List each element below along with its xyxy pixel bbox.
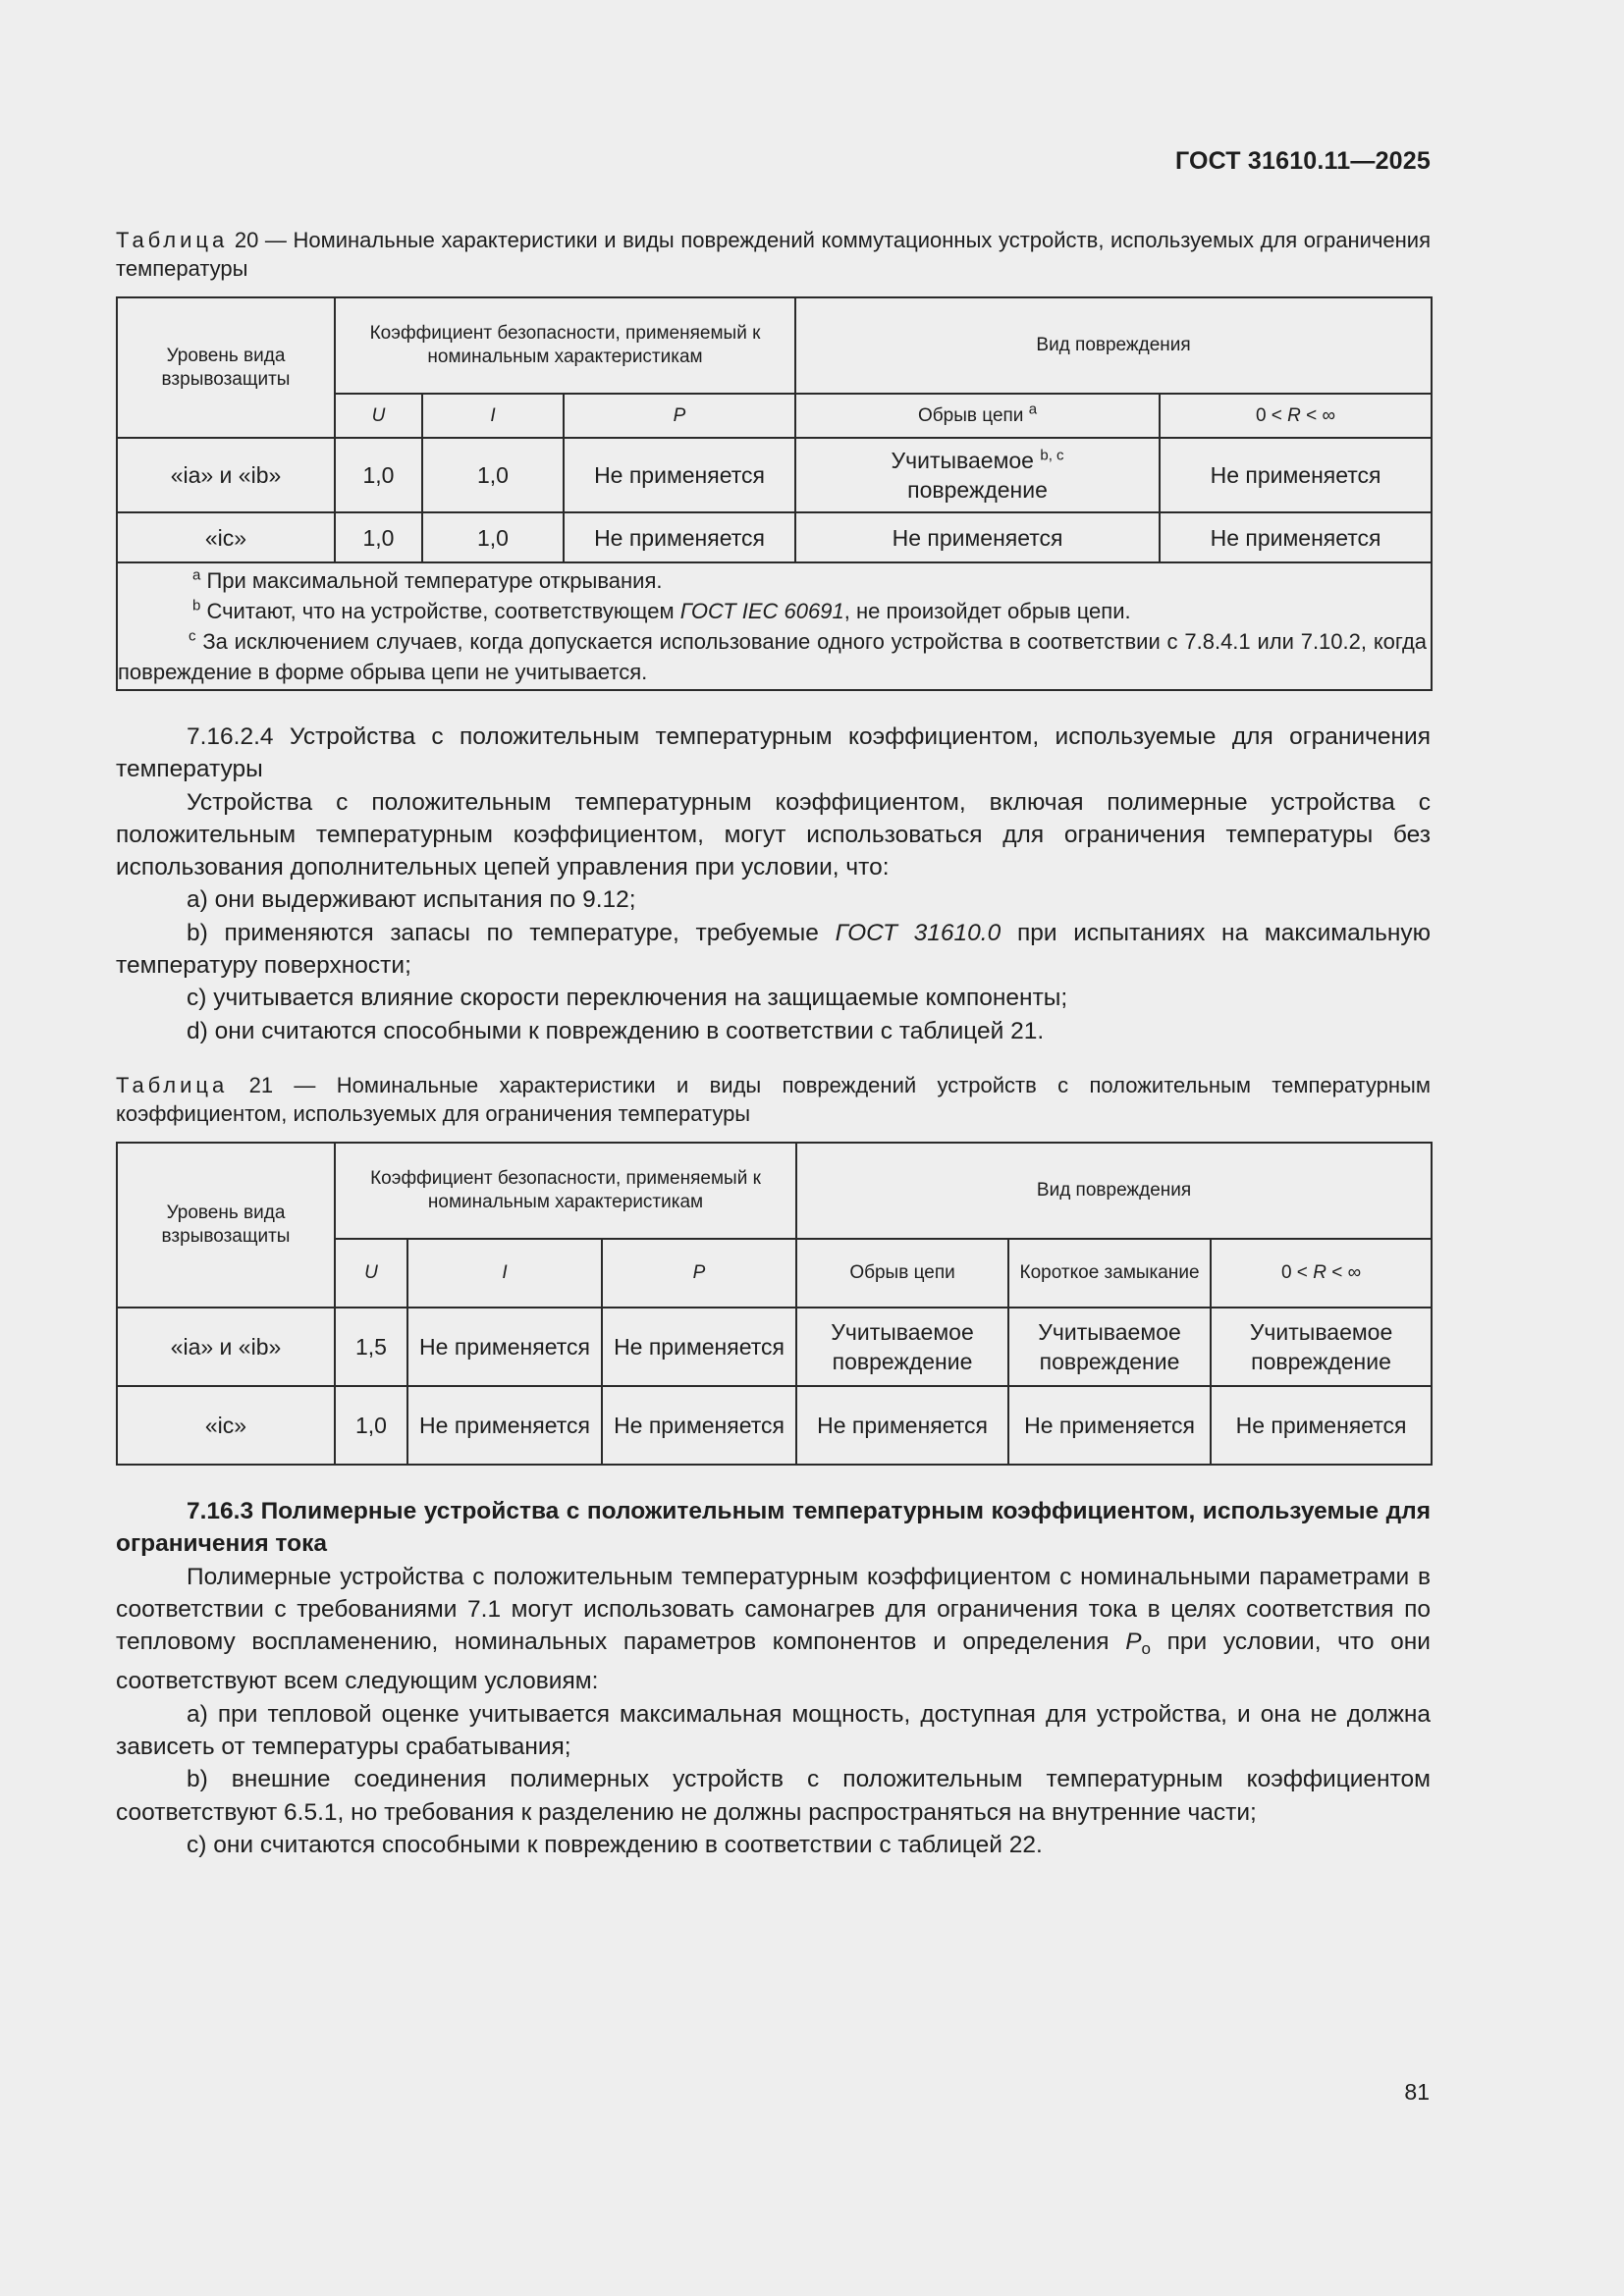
cell-resistance: Не применяется	[1160, 512, 1432, 562]
section-title: 7.16.2.4 Устройства с положительным температурным коэффициентом, используемые для ограничения температуры	[116, 723, 1431, 783]
cell-open-circuit: Не применяется	[796, 1386, 1008, 1465]
cell-open-circuit: Учитываемое повреждение	[796, 1308, 1008, 1386]
paragraph: Устройства с положительным температурным коэффициентом, включая полимерные устройства с положительным температурным коэффициентом, могут использоваться для ограничения температуры без использования дополнительных цепей управления при условии, что:	[116, 788, 1431, 881]
list-item: a) они выдерживают испытания по 9.12;	[187, 886, 636, 914]
table-caption-word: Таблица	[116, 228, 229, 252]
document-id: ГОСТ 31610.11—2025	[1174, 147, 1431, 175]
table-caption-text: 20 — Номинальные характеристики и виды повреждений коммутационных устройств, используемых для ограничения температуры	[116, 228, 1431, 281]
cell-i: 1,0	[422, 512, 564, 562]
cell-level: «ic»	[117, 512, 335, 562]
cell-level: «ia» и «ib»	[117, 1308, 335, 1386]
list-item: b) внешние соединения полимерных устройств с положительным температурным коэффициентом соответствуют 6.5.1, но требования к разделению не должны распространяться на внутренние части;	[116, 1766, 1431, 1826]
table-20-notes	[117, 562, 1432, 690]
cell-p: Не применяется	[602, 1308, 796, 1386]
header-u: U	[335, 1239, 407, 1308]
cell-open-circuit: Не применяется	[795, 512, 1160, 562]
header-coefficient: Коэффициент безопасности, применяемый к номинальным характеристикам	[335, 297, 795, 394]
cell-p: Не применяется	[564, 512, 795, 562]
cell-i: Не применяется	[407, 1386, 602, 1465]
header-level: Уровень вида взрывозащиты	[117, 1143, 335, 1308]
list-item: b) применяются запасы по температуре, требуемые ГОСТ 31610.0 при испытаниях на максимальную температуру поверхности;	[116, 919, 1431, 980]
list-item: a) при тепловой оценке учитывается максимальная мощность, доступная для устройства, и она не должна зависеть от температуры срабатывания;	[116, 1700, 1431, 1761]
header-damage: Вид повреждения	[796, 1143, 1432, 1239]
cell-level: «ic»	[117, 1386, 335, 1465]
table-21-caption	[116, 1071, 1431, 1128]
page-content	[116, 226, 1431, 1861]
header-p: P	[564, 394, 795, 438]
cell-u: 1,0	[335, 1386, 407, 1465]
cell-resistance: Не применяется	[1211, 1386, 1432, 1465]
list-item: c) учитывается влияние скорости переключения на защищаемые компоненты;	[187, 985, 1068, 1012]
header-i: I	[407, 1239, 602, 1308]
header-u: U	[335, 394, 422, 438]
header-resistance: 0 < R < ∞	[1160, 394, 1432, 438]
table-caption-word: Таблица	[116, 1072, 229, 1097]
header-i: I	[422, 394, 564, 438]
cell-i: 1,0	[422, 438, 564, 512]
cell-p: Не применяется	[602, 1386, 796, 1465]
header-resistance: 0 < R < ∞	[1211, 1239, 1432, 1308]
list-item: d) они считаются способными к повреждению в соответствии с таблицей 21.	[187, 1017, 1045, 1044]
list-item: c) они считаются способными к повреждению в соответствии с таблицей 22.	[187, 1831, 1043, 1858]
table-20	[116, 296, 1433, 691]
cell-resistance: Не применяется	[1160, 438, 1432, 512]
page-number: 81	[1404, 2079, 1430, 2105]
cell-short-circuit: Не применяется	[1008, 1386, 1211, 1465]
cell-u: 1,0	[335, 438, 422, 512]
header-coefficient: Коэффициент безопасности, применяемый к номинальным характеристикам	[335, 1143, 796, 1239]
cell-level: «ia» и «ib»	[117, 438, 335, 512]
header-level: Уровень вида взрывозащиты	[117, 297, 335, 438]
section-title: 7.16.3 Полимерные устройства с положительным температурным коэффициентом, используемые для ограничения тока	[116, 1497, 1431, 1558]
table-row	[117, 512, 1432, 562]
header-open-circuit: Обрыв цепи $^a$	[795, 394, 1160, 438]
paragraph: Полимерные устройства с положительным температурным коэффициентом с номинальными параметрами в соответствии с требованиями 7.1 могут использовать самонагрев для ограничения тока в целях соответствия по тепловому воспламенению, номинальных параметров компонентов и определения $P_o$ при условии, что они соответствуют всем следующим условиям:	[116, 1563, 1431, 1695]
cell-open-circuit: Учитываемое $^{b, c}$ повреждение	[795, 438, 1160, 512]
section-7-16-2-4	[116, 721, 1431, 1047]
table-row	[117, 1386, 1432, 1465]
header-p: P	[602, 1239, 796, 1308]
cell-i: Не применяется	[407, 1308, 602, 1386]
header-short-circuit: Короткое замыкание	[1008, 1239, 1211, 1308]
header-damage: Вид повреждения	[795, 297, 1432, 394]
cell-u: 1,0	[335, 512, 422, 562]
cell-p: Не применяется	[564, 438, 795, 512]
table-row	[117, 438, 1432, 512]
table-caption-text: 21 — Номинальные характеристики и виды повреждений устройств с положительным температурным коэффициентом, используемых для ограничения температуры	[116, 1072, 1431, 1126]
note-c: $^c$ За исключением случаев, когда допускается использование одного устройства в соответствии с 7.8.4.1 или 7.10.2, когда повреждение в форме обрыва цепи не учитывается.	[118, 627, 1428, 684]
note-a: $^a$ При максимальной температуре открывания.	[192, 566, 663, 593]
note-b: $^b$ Считают, что на устройстве, соответствующем ГОСТ IEC 60691, не произойдет обрыв цепи.	[192, 597, 1131, 623]
table-20-caption	[116, 226, 1431, 283]
section-7-16-3	[116, 1495, 1431, 1861]
cell-resistance: Учитываемое повреждение	[1211, 1308, 1432, 1386]
cell-short-circuit: Учитываемое повреждение	[1008, 1308, 1211, 1386]
table-21	[116, 1142, 1433, 1466]
table-row	[117, 1308, 1432, 1386]
header-open-circuit: Обрыв цепи	[796, 1239, 1008, 1308]
cell-u: 1,5	[335, 1308, 407, 1386]
